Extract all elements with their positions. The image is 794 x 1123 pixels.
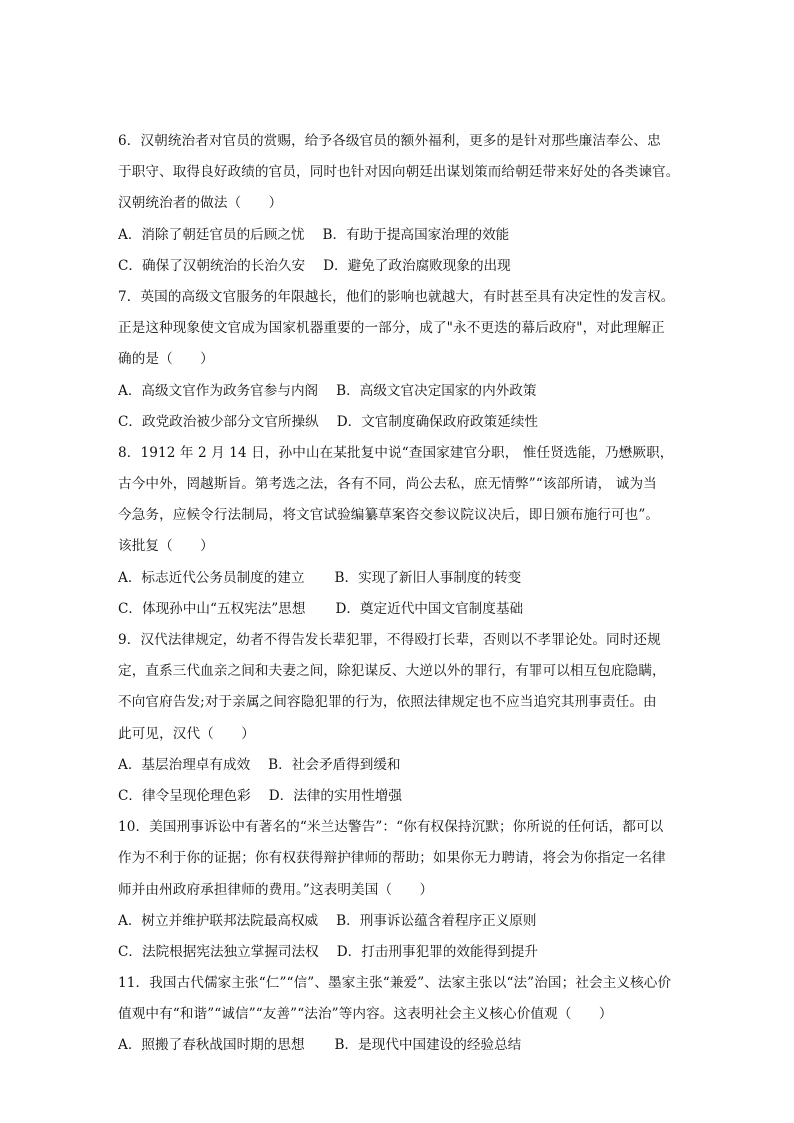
- question-stem-line: 不向官府告发;对于亲属之间容隐犯罪的行为，依照法律规定也不应当追究其刑事责任。由: [118, 694, 657, 711]
- option-d[interactable]: D．文官制度确保政府政策延续性: [336, 413, 538, 430]
- option-c[interactable]: C．确保了汉朝统治的长治久安: [118, 257, 306, 274]
- option-row: [118, 750, 690, 781]
- option-b[interactable]: B．社会矛盾得到缓和: [268, 756, 401, 773]
- question-stem-line: 汉朝统治者的做法（ ）: [118, 195, 283, 212]
- question-stem-line: 此可见，汉代（ ）: [118, 725, 255, 742]
- option-row: [118, 594, 690, 625]
- question-stem-line: 该批复（ ）: [118, 538, 214, 555]
- question-stem-line: 10．美国刑事诉讼中有著名的“米兰达警告”：“你有权保持沉默；你所说的任何话，都可以: [118, 819, 664, 836]
- question-stem-line: 定，直系三代血亲之间和夫妻之间，除犯谋反、大逆以外的罪行，有罪可以相互包庇隐瞒，: [118, 663, 666, 680]
- option-c[interactable]: C．政党政治被少部分文官所操纵: [118, 413, 319, 430]
- question-10: [118, 812, 690, 968]
- option-c[interactable]: C．体现孙中山“五权宪法”思想: [118, 600, 306, 617]
- option-b[interactable]: B．实现了新旧人事制度的转变: [334, 569, 522, 586]
- question-6: [118, 126, 690, 282]
- option-a[interactable]: A．标志近代公务员制度的建立: [118, 569, 305, 586]
- option-row: [118, 251, 690, 282]
- question-stem-line: 11．我国古代儒家主张“仁”“信”、墨家主张“兼爱”、法家主张以“法”治国；社会主义核心价: [118, 975, 672, 992]
- option-d[interactable]: D．打击刑事犯罪的效能得到提升: [336, 943, 538, 960]
- question-stem-line: 值观中有“和谐”“诚信”“友善”“法治”等内容。这表明社会主义核心价值观（ ）: [118, 1006, 613, 1023]
- option-row: [118, 906, 690, 937]
- option-d[interactable]: D．奠定近代中国文官制度基础: [335, 600, 524, 617]
- option-c[interactable]: C．法院根据宪法独立掌握司法权: [118, 943, 319, 960]
- option-a[interactable]: A．消除了朝廷官员的后顾之忧: [118, 226, 305, 243]
- question-stem-line: 作为不利于你的证据；你有权获得辩护律师的帮助；如果你无力聘请，将会为你指定一名律: [118, 850, 666, 867]
- option-a[interactable]: A．高级文官作为政务官参与内阁: [118, 382, 319, 399]
- option-d[interactable]: D．法律的实用性增强: [268, 787, 402, 804]
- question-stem-line: 确的是（ ）: [118, 351, 214, 368]
- option-b[interactable]: B．有助于提高国家治理的效能: [322, 226, 510, 243]
- option-c[interactable]: C．律令呈现伦理色彩: [118, 787, 251, 804]
- question-7: [118, 282, 690, 438]
- question-8: [118, 438, 690, 625]
- option-b[interactable]: B．高级文官决定国家的内外政策: [336, 382, 537, 399]
- exam-page: [118, 126, 690, 1062]
- question-stem-line: 8．1912 年 2 月 14 日，孙中山在某批复中说“查国家建官分职， 惟任贤选能，乃懋厥职，: [118, 444, 674, 461]
- option-a[interactable]: A．树立并维护联邦法院最高权威: [118, 912, 319, 929]
- question-11: [118, 968, 690, 1062]
- question-stem-line: 师并由州政府承担律师的费用。”这表明美国（ ）: [118, 881, 434, 898]
- option-row: [118, 1030, 690, 1061]
- option-row: [118, 220, 690, 251]
- option-b[interactable]: B．是现代中国建设的经验总结: [334, 1037, 522, 1054]
- question-stem-line: 于职守、取得良好政绩的官员，同时也针对因向朝廷出谋划策而给朝廷带来好处的各类谏官。: [118, 164, 680, 181]
- option-row: [118, 376, 690, 407]
- option-row: [118, 937, 690, 968]
- option-a[interactable]: A．照搬了春秋战国时期的思想: [118, 1037, 305, 1054]
- question-stem-line: 9．汉代法律规定，幼者不得告发长辈犯罪，不得殴打长辈，否则以不孝罪论处。同时还规: [118, 632, 661, 648]
- question-9: [118, 625, 690, 812]
- question-stem-line: 7．英国的高级文官服务的年限越长，他们的影响也就越大，有时甚至具有决定性的发言权。: [118, 288, 675, 305]
- question-stem-line: 6．汉朝统治者对官员的赏赐，给予各级官员的额外福利，更多的是针对那些廉洁奉公、忠: [118, 133, 661, 149]
- option-row: [118, 781, 690, 812]
- question-stem-line: 古今中外，罔越斯旨。第考选之法，各有不同，尚公去私，庶无情弊”“该部所请， 诚为当: [118, 476, 657, 493]
- question-stem-line: 今急务，应候令行法制局，将文官试验编纂草案咨交参议院议决后，即日颁布施行可也”。: [118, 507, 660, 524]
- option-row: [118, 407, 690, 438]
- option-b[interactable]: B．刑事诉讼蕴含着程序正义原则: [336, 912, 537, 929]
- option-a[interactable]: A．基层治理卓有成效: [118, 756, 251, 773]
- question-stem-line: 正是这种现象使文官成为国家机器重要的一部分，成了"永不更迭的幕后政府"，对此理解正: [118, 320, 665, 337]
- option-row: [118, 563, 690, 594]
- option-d[interactable]: D．避免了政治腐败现象的出现: [323, 257, 511, 274]
